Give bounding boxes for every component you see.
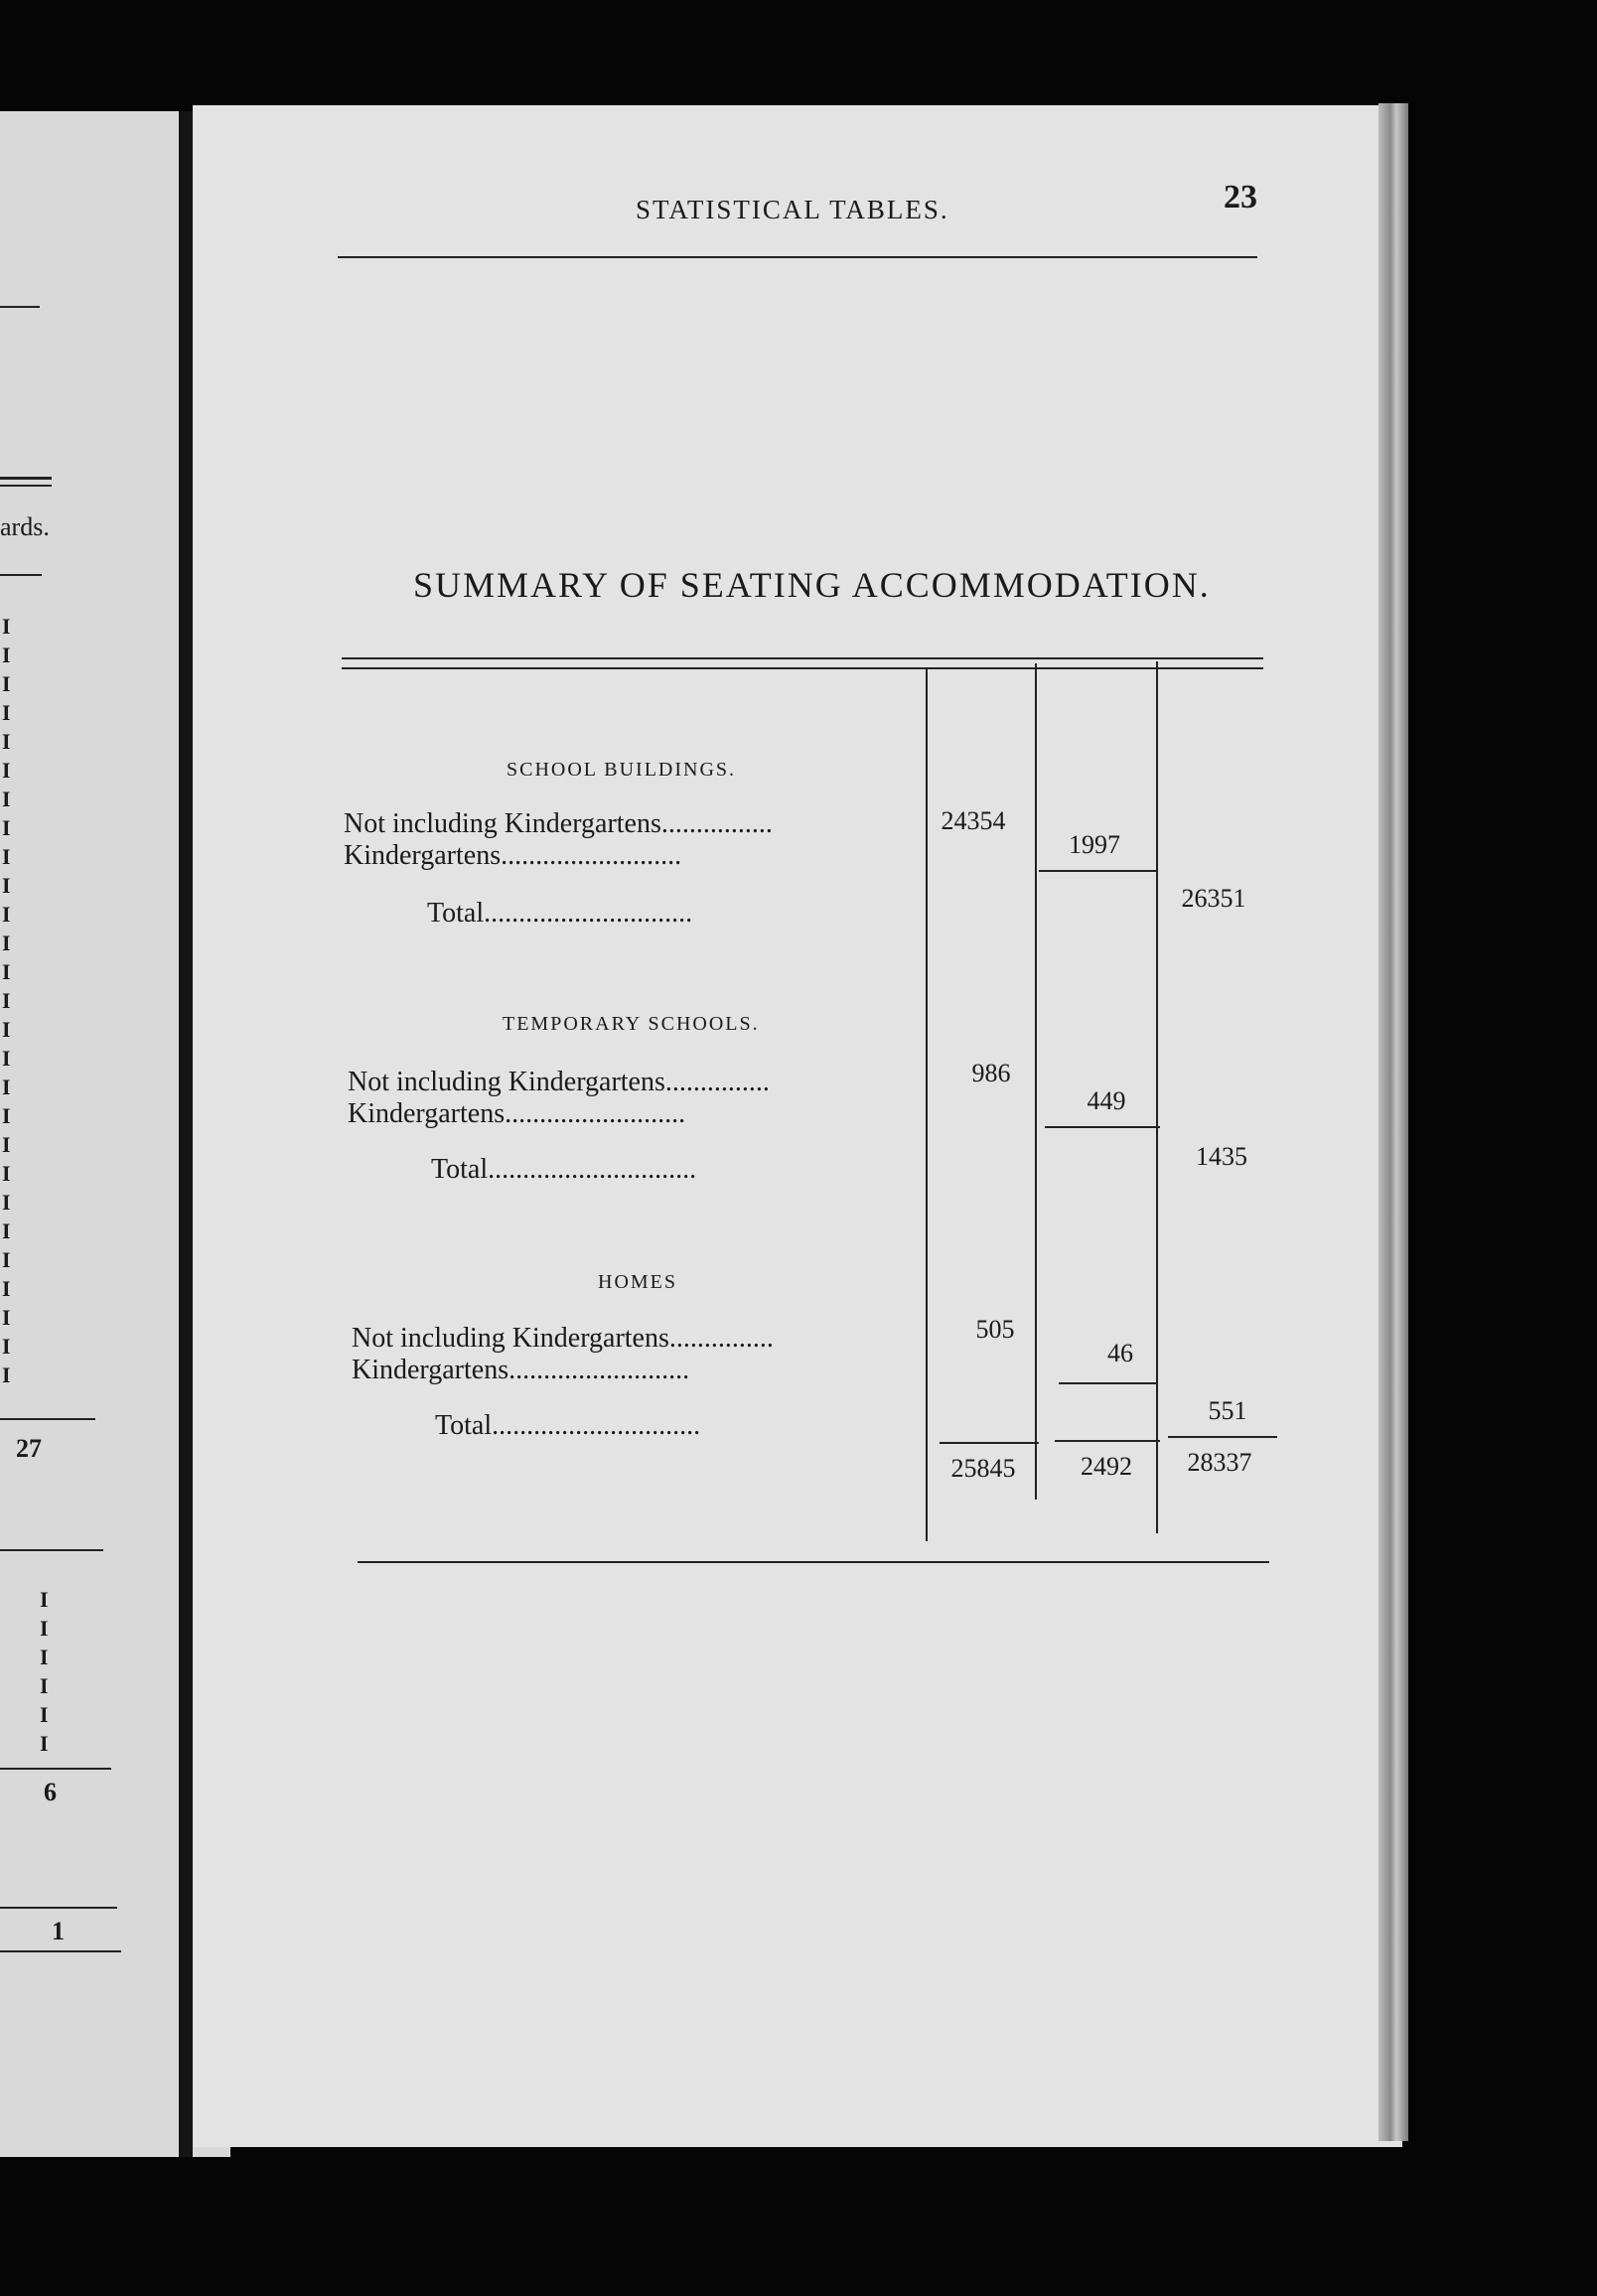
- table-top-rule: [342, 657, 1263, 659]
- tally-mark: I: [2, 1017, 11, 1042]
- grand-total-rule: [940, 1442, 1039, 1444]
- tally-mark: I: [40, 1702, 49, 1727]
- row-label: Kindergartens..........................: [352, 1355, 690, 1385]
- tally-mark: I: [2, 1161, 11, 1186]
- tally-mark: I: [2, 1276, 11, 1301]
- tally-mark: I: [2, 902, 11, 927]
- tally-mark: I: [2, 1075, 11, 1099]
- section-heading: SCHOOL BUILDINGS.: [507, 759, 737, 781]
- column-divider: [926, 667, 928, 1541]
- left-total: 1: [52, 1917, 65, 1945]
- row-label: Total..............................: [435, 1410, 701, 1441]
- left-rule: [0, 1418, 95, 1420]
- header-rule: [338, 256, 1257, 258]
- table-bottom-rule: [358, 1561, 1269, 1563]
- subtotal-rule: [1039, 870, 1156, 872]
- tally-mark: I: [2, 844, 11, 869]
- row-label: Not including Kindergartens................: [344, 808, 773, 839]
- row-label: Kindergartens..........................: [348, 1098, 686, 1129]
- table-top-rule: [342, 667, 1263, 669]
- tally-mark: I: [2, 787, 11, 811]
- cell-value: 1435: [1196, 1142, 1247, 1171]
- cell-value: 449: [1087, 1086, 1126, 1115]
- cell-value: 505: [975, 1315, 1015, 1344]
- running-title: STATISTICAL TABLES.: [636, 195, 949, 224]
- grand-total-value: 28337: [1187, 1448, 1252, 1477]
- tally-mark: I: [2, 1190, 11, 1215]
- cell-value: 46: [1107, 1339, 1133, 1367]
- left-rule: [0, 1907, 117, 1909]
- row-label: Not including Kindergartens...............: [348, 1067, 770, 1097]
- tally-mark: I: [2, 1247, 11, 1272]
- cell-value: 551: [1208, 1396, 1247, 1425]
- left-rule: [0, 306, 40, 308]
- cell-value: 26351: [1181, 884, 1246, 913]
- cell-value: 24354: [941, 806, 1006, 835]
- grand-total-value: 25845: [950, 1454, 1016, 1483]
- cell-value: 1997: [1069, 830, 1120, 859]
- row-label: Kindergartens..........................: [344, 840, 682, 871]
- row-label: Total..............................: [431, 1154, 697, 1185]
- tally-mark: I: [40, 1645, 49, 1669]
- page-edge: [1379, 103, 1408, 2141]
- tally-mark: I: [2, 1305, 11, 1330]
- grand-total-rule: [1055, 1440, 1160, 1442]
- tally-mark: I: [40, 1731, 49, 1756]
- tally-mark: I: [2, 758, 11, 783]
- tally-mark: I: [2, 959, 11, 984]
- tally-mark: I: [40, 1673, 49, 1698]
- tally-mark: I: [2, 1103, 11, 1128]
- tally-mark: I: [2, 1132, 11, 1157]
- tally-mark: I: [2, 729, 11, 754]
- tally-mark: I: [2, 988, 11, 1013]
- left-rule: [0, 1950, 121, 1952]
- tally-mark: I: [2, 873, 11, 898]
- grand-total-rule: [1168, 1436, 1277, 1438]
- tally-mark: I: [40, 1616, 49, 1641]
- left-total: 27: [16, 1434, 42, 1463]
- table-title: SUMMARY OF SEATING ACCOMMODATION.: [413, 565, 1211, 605]
- tally-mark: I: [2, 614, 11, 639]
- subtotal-rule: [1059, 1382, 1156, 1384]
- tally-mark: I: [2, 1334, 11, 1359]
- tally-mark: I: [2, 643, 11, 667]
- column-divider: [1156, 661, 1158, 1533]
- left-word-fragment: ards.: [0, 512, 50, 541]
- row-label: Not including Kindergartens...............: [352, 1323, 774, 1354]
- left-rule: [0, 485, 52, 487]
- left-rule: [0, 574, 42, 576]
- left-rule: [0, 1549, 103, 1551]
- tally-mark: I: [2, 931, 11, 955]
- left-total: 6: [44, 1778, 57, 1806]
- grand-total-value: 2492: [1081, 1452, 1132, 1481]
- page-number: 23: [1224, 179, 1257, 215]
- tally-mark: I: [40, 1587, 49, 1612]
- tally-mark: I: [2, 815, 11, 840]
- left-rule: [0, 477, 52, 480]
- tally-mark: I: [2, 1219, 11, 1243]
- book-gutter: [179, 111, 193, 2157]
- subtotal-rule: [1045, 1126, 1160, 1128]
- tally-mark: I: [2, 700, 11, 725]
- tally-mark: I: [2, 1363, 11, 1387]
- tally-mark: I: [2, 1046, 11, 1071]
- left-rule: [0, 1768, 111, 1770]
- tally-mark: I: [2, 671, 11, 696]
- row-label: Total..............................: [427, 898, 693, 929]
- section-heading: TEMPORARY SCHOOLS.: [503, 1013, 760, 1035]
- section-heading: HOMES: [598, 1271, 678, 1293]
- cell-value: 986: [971, 1059, 1011, 1087]
